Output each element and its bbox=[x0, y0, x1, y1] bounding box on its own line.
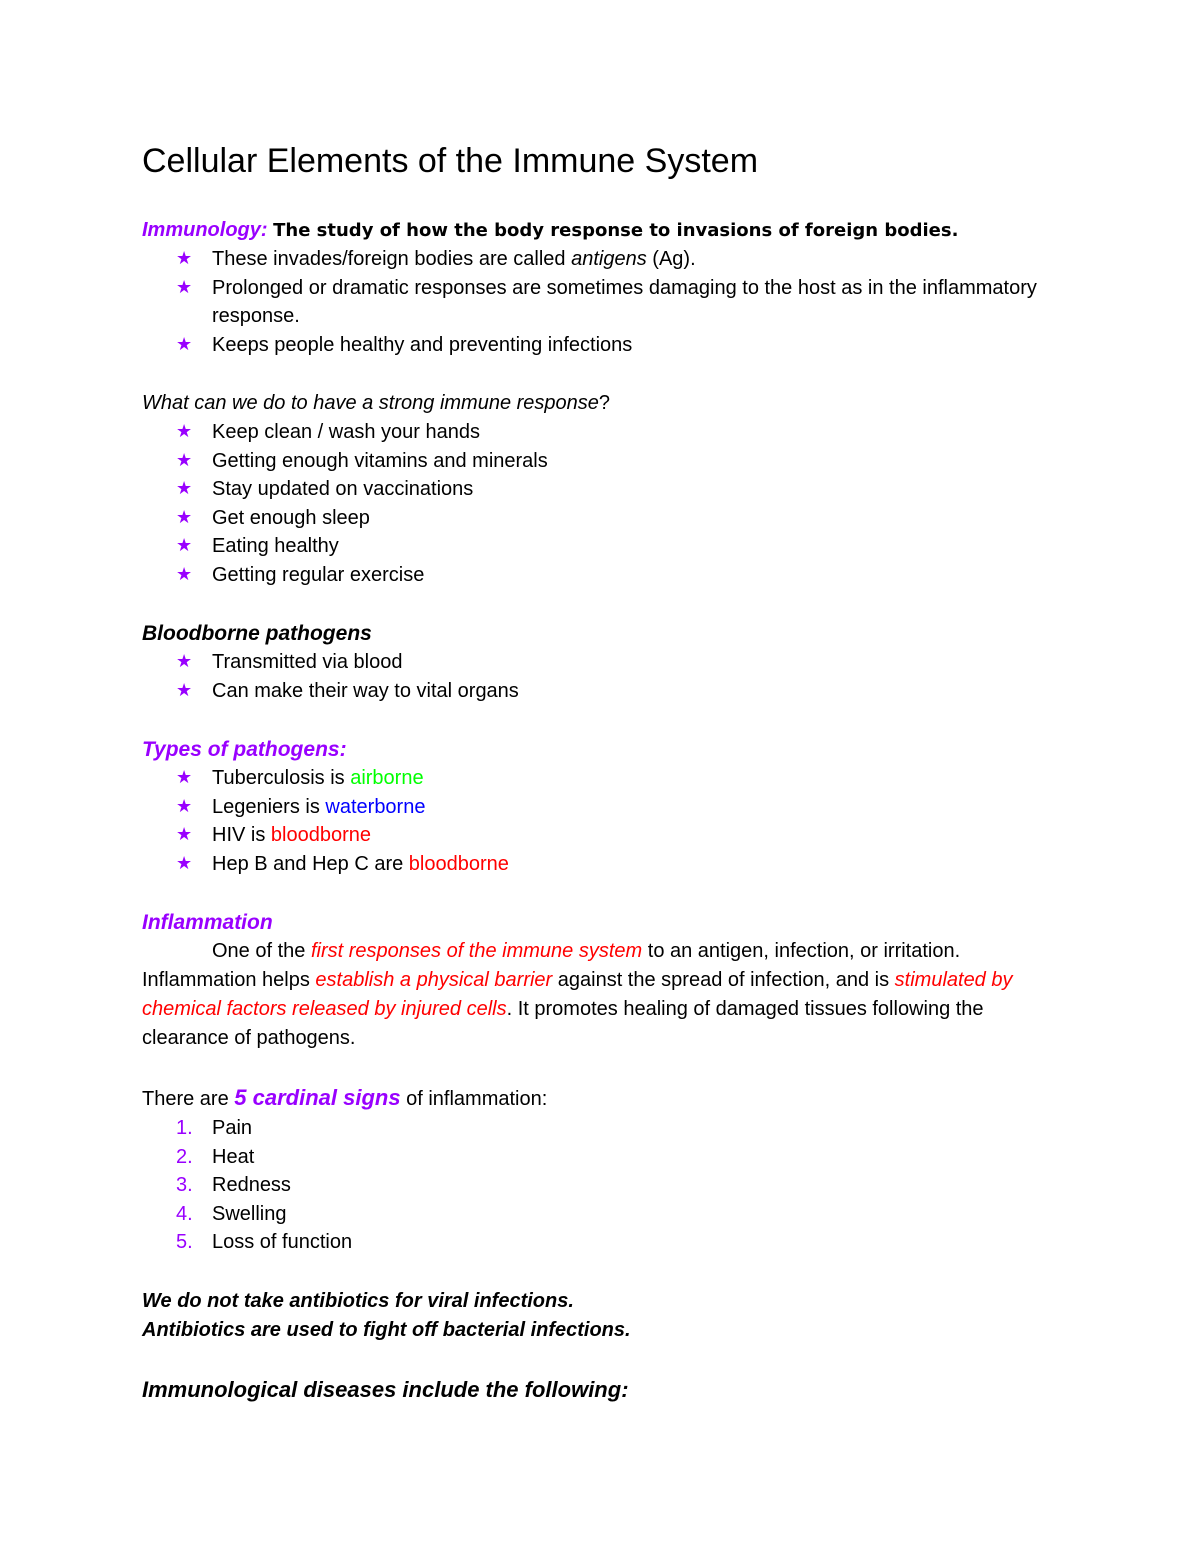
immunology-list bbox=[142, 245, 1072, 359]
list-item: ★ HIV is bloodborne bbox=[142, 821, 1072, 850]
list-item: ★ Stay updated on vaccinations bbox=[142, 475, 1072, 504]
list-item: ★ Keeps people healthy and preventing infections bbox=[142, 331, 1072, 360]
star-icon: ★ bbox=[176, 506, 193, 528]
list-item: ★ Get enough sleep bbox=[142, 504, 1072, 533]
star-icon: ★ bbox=[176, 478, 193, 499]
star-icon: ★ bbox=[176, 824, 193, 845]
list-item: 2. Heat bbox=[176, 1145, 255, 1168]
types-heading: Types of pathogens: bbox=[142, 738, 347, 761]
star-icon: ★ bbox=[176, 248, 193, 269]
inflammation-heading: Inflammation bbox=[142, 911, 273, 934]
list-item: ★ Hep B and Hep C are bloodborne bbox=[142, 850, 1072, 879]
antibiotics-line-2: Antibiotics are used to fight off bacterial infections. bbox=[142, 1318, 631, 1341]
page-title: Cellular Elements of the Immune System bbox=[142, 142, 759, 180]
star-icon: ★ bbox=[176, 767, 193, 788]
list-item: 5. Loss of function bbox=[176, 1231, 353, 1253]
list-item: ★ Legeniers is waterborne bbox=[142, 793, 1072, 822]
list-item: ★ Getting regular exercise bbox=[142, 561, 1072, 590]
list-item: ★ Getting enough vitamins and minerals bbox=[142, 447, 1072, 476]
list-item: ★ Keep clean / wash your hands bbox=[142, 418, 1072, 447]
list-item: ★ These invades/foreign bodies are called antigens (Ag). bbox=[142, 245, 1072, 274]
bloodborne-heading: Bloodborne pathogens bbox=[142, 622, 372, 645]
star-icon: ★ bbox=[176, 449, 193, 471]
star-icon: ★ bbox=[176, 421, 193, 442]
antibiotics-line-1: We do not take antibiotics for viral infections. bbox=[142, 1289, 574, 1312]
diseases-heading: Immunological diseases include the following: bbox=[142, 1376, 629, 1402]
star-icon: ★ bbox=[176, 535, 193, 556]
list-item: ★ Eating healthy bbox=[142, 532, 1072, 561]
strong-response-list bbox=[142, 418, 1072, 589]
bloodborne-list bbox=[142, 648, 1072, 705]
cardinal-signs-list bbox=[142, 1114, 1072, 1257]
immunology-term: Immunology: bbox=[142, 219, 268, 241]
star-icon: ★ bbox=[176, 852, 193, 874]
cardinal-signs-intro: There are 5 cardinal signs of inflammation: bbox=[142, 1085, 548, 1110]
list-item: 3. Redness bbox=[176, 1174, 291, 1196]
list-item: 1. Pain bbox=[176, 1117, 253, 1139]
immunology-definition-text: The study of how the body response to invasions of foreign bodies. bbox=[273, 220, 959, 241]
list-item: ★ Transmitted via blood bbox=[142, 648, 1072, 677]
list-item: 4. Swelling bbox=[176, 1202, 287, 1225]
star-icon: ★ bbox=[176, 563, 193, 585]
list-item: ★ Tuberculosis is airborne bbox=[142, 764, 1072, 793]
types-list bbox=[142, 764, 1072, 878]
inflammation-paragraph: One of the first responses of the immune system to an antigen, infection, or irritation. Inflammation helps establish a physical barrier against the spread of infection, and is stimulated by chemical factors released by injured cells. It promotes healing of damaged tissues following the clearance of pathogens. bbox=[142, 940, 1013, 1049]
star-icon: ★ bbox=[176, 333, 193, 355]
document-content bbox=[142, 140, 1072, 1404]
star-icon: ★ bbox=[176, 276, 193, 298]
star-icon: ★ bbox=[176, 795, 193, 817]
star-icon: ★ bbox=[176, 679, 193, 701]
list-item: ★ Can make their way to vital organs bbox=[142, 677, 1072, 706]
list-item: ★ Prolonged or dramatic responses are sometimes damaging to the host as in the inflammatory response. bbox=[142, 274, 1072, 331]
immunology-definition bbox=[142, 216, 1072, 245]
star-icon: ★ bbox=[176, 651, 193, 672]
strong-response-question: What can we do to have a strong immune response? bbox=[142, 392, 611, 414]
